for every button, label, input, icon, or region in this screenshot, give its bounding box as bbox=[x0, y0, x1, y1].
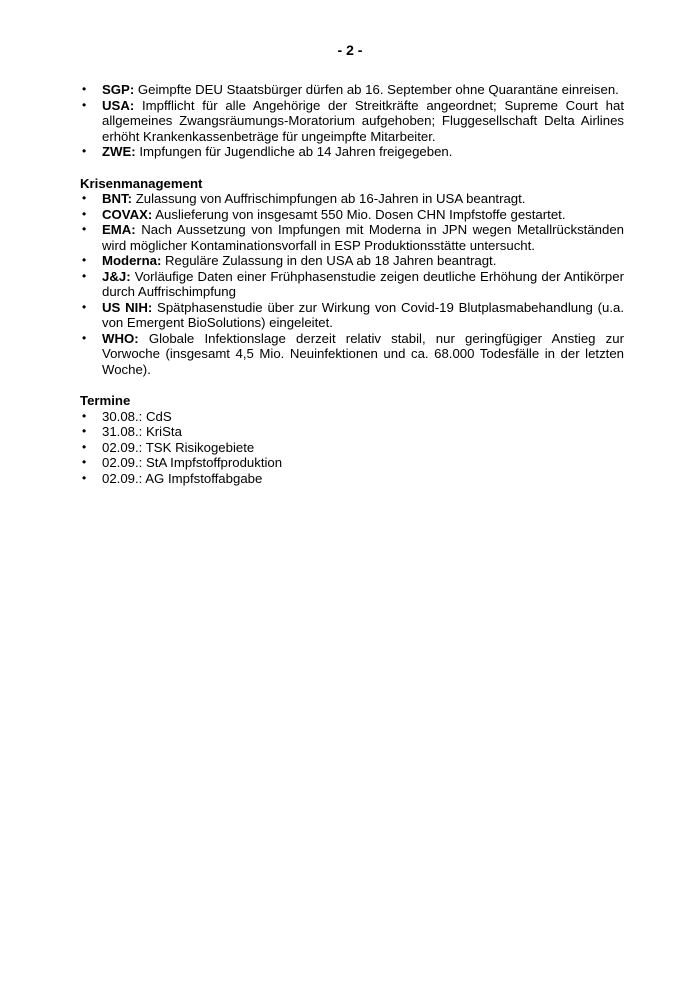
bullet-icon: • bbox=[82, 299, 87, 314]
list-item bbox=[80, 222, 624, 253]
item-text: Spätphasenstudie über zur Wirkung von Covid-19 Blutplasmabehandlung (u.a. von Emergent BioSolutions) eingeleitet. bbox=[102, 299, 624, 330]
list-item bbox=[80, 82, 624, 98]
bullet-icon: • bbox=[82, 191, 87, 205]
bullet-icon: • bbox=[82, 253, 87, 267]
list-item bbox=[80, 269, 624, 300]
bullet-icon: • bbox=[82, 82, 87, 96]
item-label: COVAX: bbox=[102, 206, 153, 222]
list-item bbox=[80, 98, 624, 145]
item-text: Zulassung von Auffrischimpfungen ab 16-Jahren in USA beantragt. bbox=[132, 191, 526, 206]
item-text: 31.08.: KriSta bbox=[102, 424, 182, 439]
bullet-icon: • bbox=[82, 455, 87, 469]
item-label: WHO: bbox=[102, 330, 139, 346]
bullet-icon: • bbox=[82, 408, 87, 423]
list-item bbox=[80, 253, 624, 269]
item-label: ZWE: bbox=[102, 144, 136, 159]
item-text: 02.09.: AG Impfstoffabgabe bbox=[102, 470, 263, 486]
item-label: SGP: bbox=[102, 82, 135, 97]
item-text: 02.09.: StA Impfstoffproduktion bbox=[102, 455, 283, 470]
list-item bbox=[80, 144, 624, 160]
list-item bbox=[80, 424, 624, 440]
item-label: US NIH: bbox=[102, 299, 153, 315]
list-item bbox=[80, 471, 624, 487]
list-item bbox=[80, 455, 624, 471]
item-text: Nach Aussetzung von Impfungen mit Moderna in JPN wegen Metallrückständen wird möglicher Kontaminationsvorfall in ESP Produktionsstätte untersucht. bbox=[102, 222, 624, 253]
intro-list bbox=[80, 82, 624, 160]
item-label: J&J: bbox=[102, 268, 131, 284]
bullet-icon: • bbox=[82, 424, 87, 438]
list-item bbox=[80, 207, 624, 223]
item-text: Reguläre Zulassung in den USA ab 18 Jahren beantragt. bbox=[161, 253, 497, 268]
krisenmanagement-list bbox=[80, 191, 624, 377]
termine-list bbox=[80, 409, 624, 487]
item-label: BNT: bbox=[102, 191, 133, 206]
list-item bbox=[80, 409, 624, 425]
bullet-icon: • bbox=[82, 206, 87, 221]
bullet-icon: • bbox=[82, 330, 87, 345]
item-text: Impfungen für Jugendliche ab 14 Jahren freigegeben. bbox=[135, 144, 453, 159]
bullet-icon: • bbox=[82, 222, 87, 236]
bullet-icon: • bbox=[82, 439, 87, 454]
item-text: Auslieferung von insgesamt 550 Mio. Dosen CHN Impfstoffe gestartet. bbox=[152, 206, 566, 222]
page-content bbox=[80, 82, 624, 486]
item-label: EMA: bbox=[102, 222, 136, 237]
item-text: Geimpfte DEU Staatsbürger dürfen ab 16. September ohne Quarantäne einreisen. bbox=[134, 82, 619, 97]
termine-heading: Termine bbox=[80, 393, 131, 408]
item-text: 30.08.: CdS bbox=[102, 408, 172, 424]
bullet-icon: • bbox=[82, 144, 87, 158]
bullet-icon: • bbox=[82, 268, 87, 283]
item-label: USA: bbox=[102, 97, 135, 113]
item-text: Globale Infektionslage derzeit relativ stabil, nur geringfügiger Anstieg zur Vorwoche (insgesamt 4,5 Mio. Neuinfektionen und ca. 68.000 Todesfälle in der letzten Woche). bbox=[102, 330, 624, 377]
krisenmanagement-heading: Krisenmanagement bbox=[80, 175, 203, 191]
item-text: Impfflicht für alle Angehörige der Streitkräfte angeordnet; Supreme Court hat allgemeines Zwangsräumungs-Moratorium aufgehoben; Fluggesellschaft Delta Airlines erhöht Krankenkassenbeträge für ungeimpfte Mitarbeiter. bbox=[102, 97, 624, 144]
bullet-icon: • bbox=[82, 470, 87, 485]
page-number: - 2 - bbox=[337, 42, 363, 58]
list-item bbox=[80, 331, 624, 378]
list-item bbox=[80, 300, 624, 331]
list-item bbox=[80, 191, 624, 207]
list-item bbox=[80, 440, 624, 456]
item-text: 02.09.: TSK Risikogebiete bbox=[102, 439, 255, 455]
item-label: Moderna: bbox=[102, 253, 162, 268]
bullet-icon: • bbox=[82, 97, 87, 112]
item-text: Vorläufige Daten einer Frühphasenstudie zeigen deutliche Erhöhung der Antikörper durch Auffrischimpfung bbox=[102, 268, 624, 299]
